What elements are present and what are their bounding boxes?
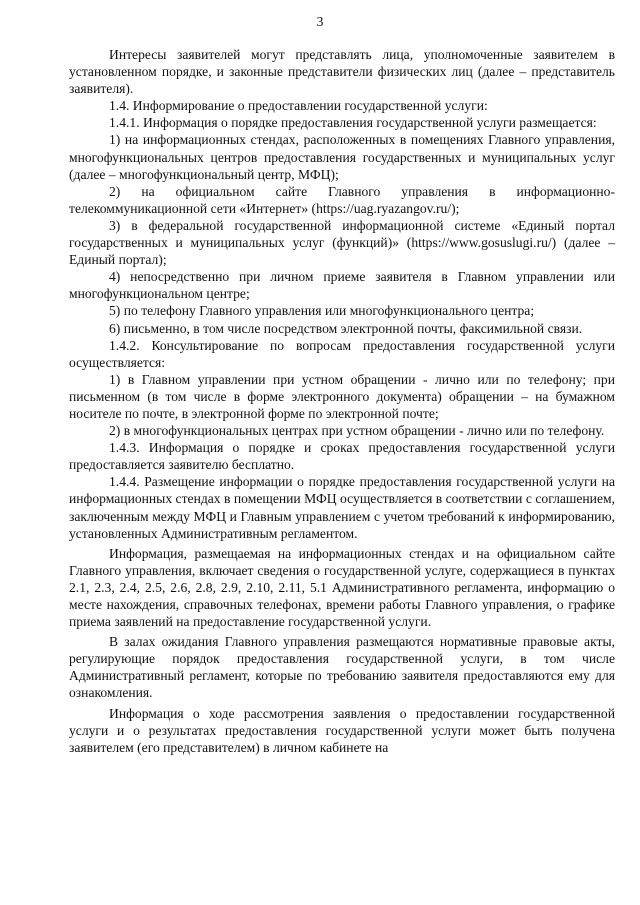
list-item-official-site: 2) на официальном сайте Главного управления в информационно-телекоммуникационной сети «Интернет» (https://uag.ryazangov.ru/); xyxy=(69,183,615,216)
paragraph-section-1-4-4: 1.4.4. Размещение информации о порядке предоставления государственной услуги на информационных стендах в помещении МФЦ осуществляется в соответствии с соглашением, заключенным между МФЦ и Главным управлением с учетом требований к информированию, установленных Административным регламентом. xyxy=(69,474,615,541)
paragraph-section-1-4-1: 1.4.1. Информация о порядке предоставления государственной услуги размещается: xyxy=(109,115,597,131)
list-item-consult-mfc: 2) в многофункциональных центрах при устном обращении - лично или по телефону. xyxy=(109,423,605,439)
paragraph-section-1-4: 1.4. Информирование о предоставлении государственной услуги: xyxy=(109,98,488,114)
page-number: 3 xyxy=(316,14,324,29)
paragraph-representatives: Интересы заявителей могут представлять лица, уполномоченные заявителем в установленном порядке, и законные представители физических лиц (далее – представитель заявителя). xyxy=(69,47,615,97)
list-item-written: 6) письменно, в том числе посредством электронной почты, факсимильной связи. xyxy=(109,320,583,336)
list-item-unified-portal: 3) в федеральной государственной информационной системе «Единый портал государственных и муниципальных услуг (функций)» (https://www.gosuslugi.ru/) (далее – Единый портал); xyxy=(69,217,615,268)
paragraph-section-1-4-3: 1.4.3. Информация о порядке и сроках предоставления государственной услуги предоставляется заявителю бесплатно. xyxy=(69,440,615,473)
list-item-personal-reception: 4) непосредственно при личном приеме заявителя в Главном управлении или многофункциональном центре; xyxy=(69,269,615,302)
paragraph-application-status: Информация о ходе рассмотрения заявления о предоставлении государственной услуги и о результатах предоставления государственной услуги может быть получена заявителем (его представителем) в личном кабинете на xyxy=(69,705,615,755)
list-item-consult-main-office: 1) в Главном управлении при устном обращении - лично или по телефону; при письменном (в том числе в форме электронного документа) обращении – на бумажном носителе по почте, в электронной форме по электронной почте; xyxy=(69,371,615,421)
list-item-phone: 5) по телефону Главного управления или многофункционального центра; xyxy=(109,303,535,319)
paragraph-section-1-4-2: 1.4.2. Консультирование по вопросам предоставления государственной услуги осуществляется: xyxy=(69,337,615,370)
list-item-info-stands: 1) на информационных стендах, расположенных в помещениях Главного управления, многофункциональных центров предоставления государственных и муниципальных услуг (далее – многофункциональный центр, МФЦ); xyxy=(69,132,615,182)
paragraph-waiting-halls: В залах ожидания Главного управления размещаются нормативные правовые акты, регулирующие порядок предоставления государственной услуги, в том числе Административный регламент, которые по требованию заявителя предоставляются ему для ознакомления. xyxy=(69,634,615,701)
paragraph-stand-information: Информация, размещаемая на информационных стендах и на официальном сайте Главного управления, включает сведения о государственной услуге, содержащиеся в пунктах 2.1, 2.3, 2.4, 2.5, 2.6, 2.8, 2.9, 2.10, 2.11, 5.1 Административного регламента, информацию о месте нахождения, справочных телефонах, времени работы Главного управления, о графике приема заявлений на предоставление государственной услуги. xyxy=(69,545,615,630)
document-body xyxy=(69,46,615,756)
